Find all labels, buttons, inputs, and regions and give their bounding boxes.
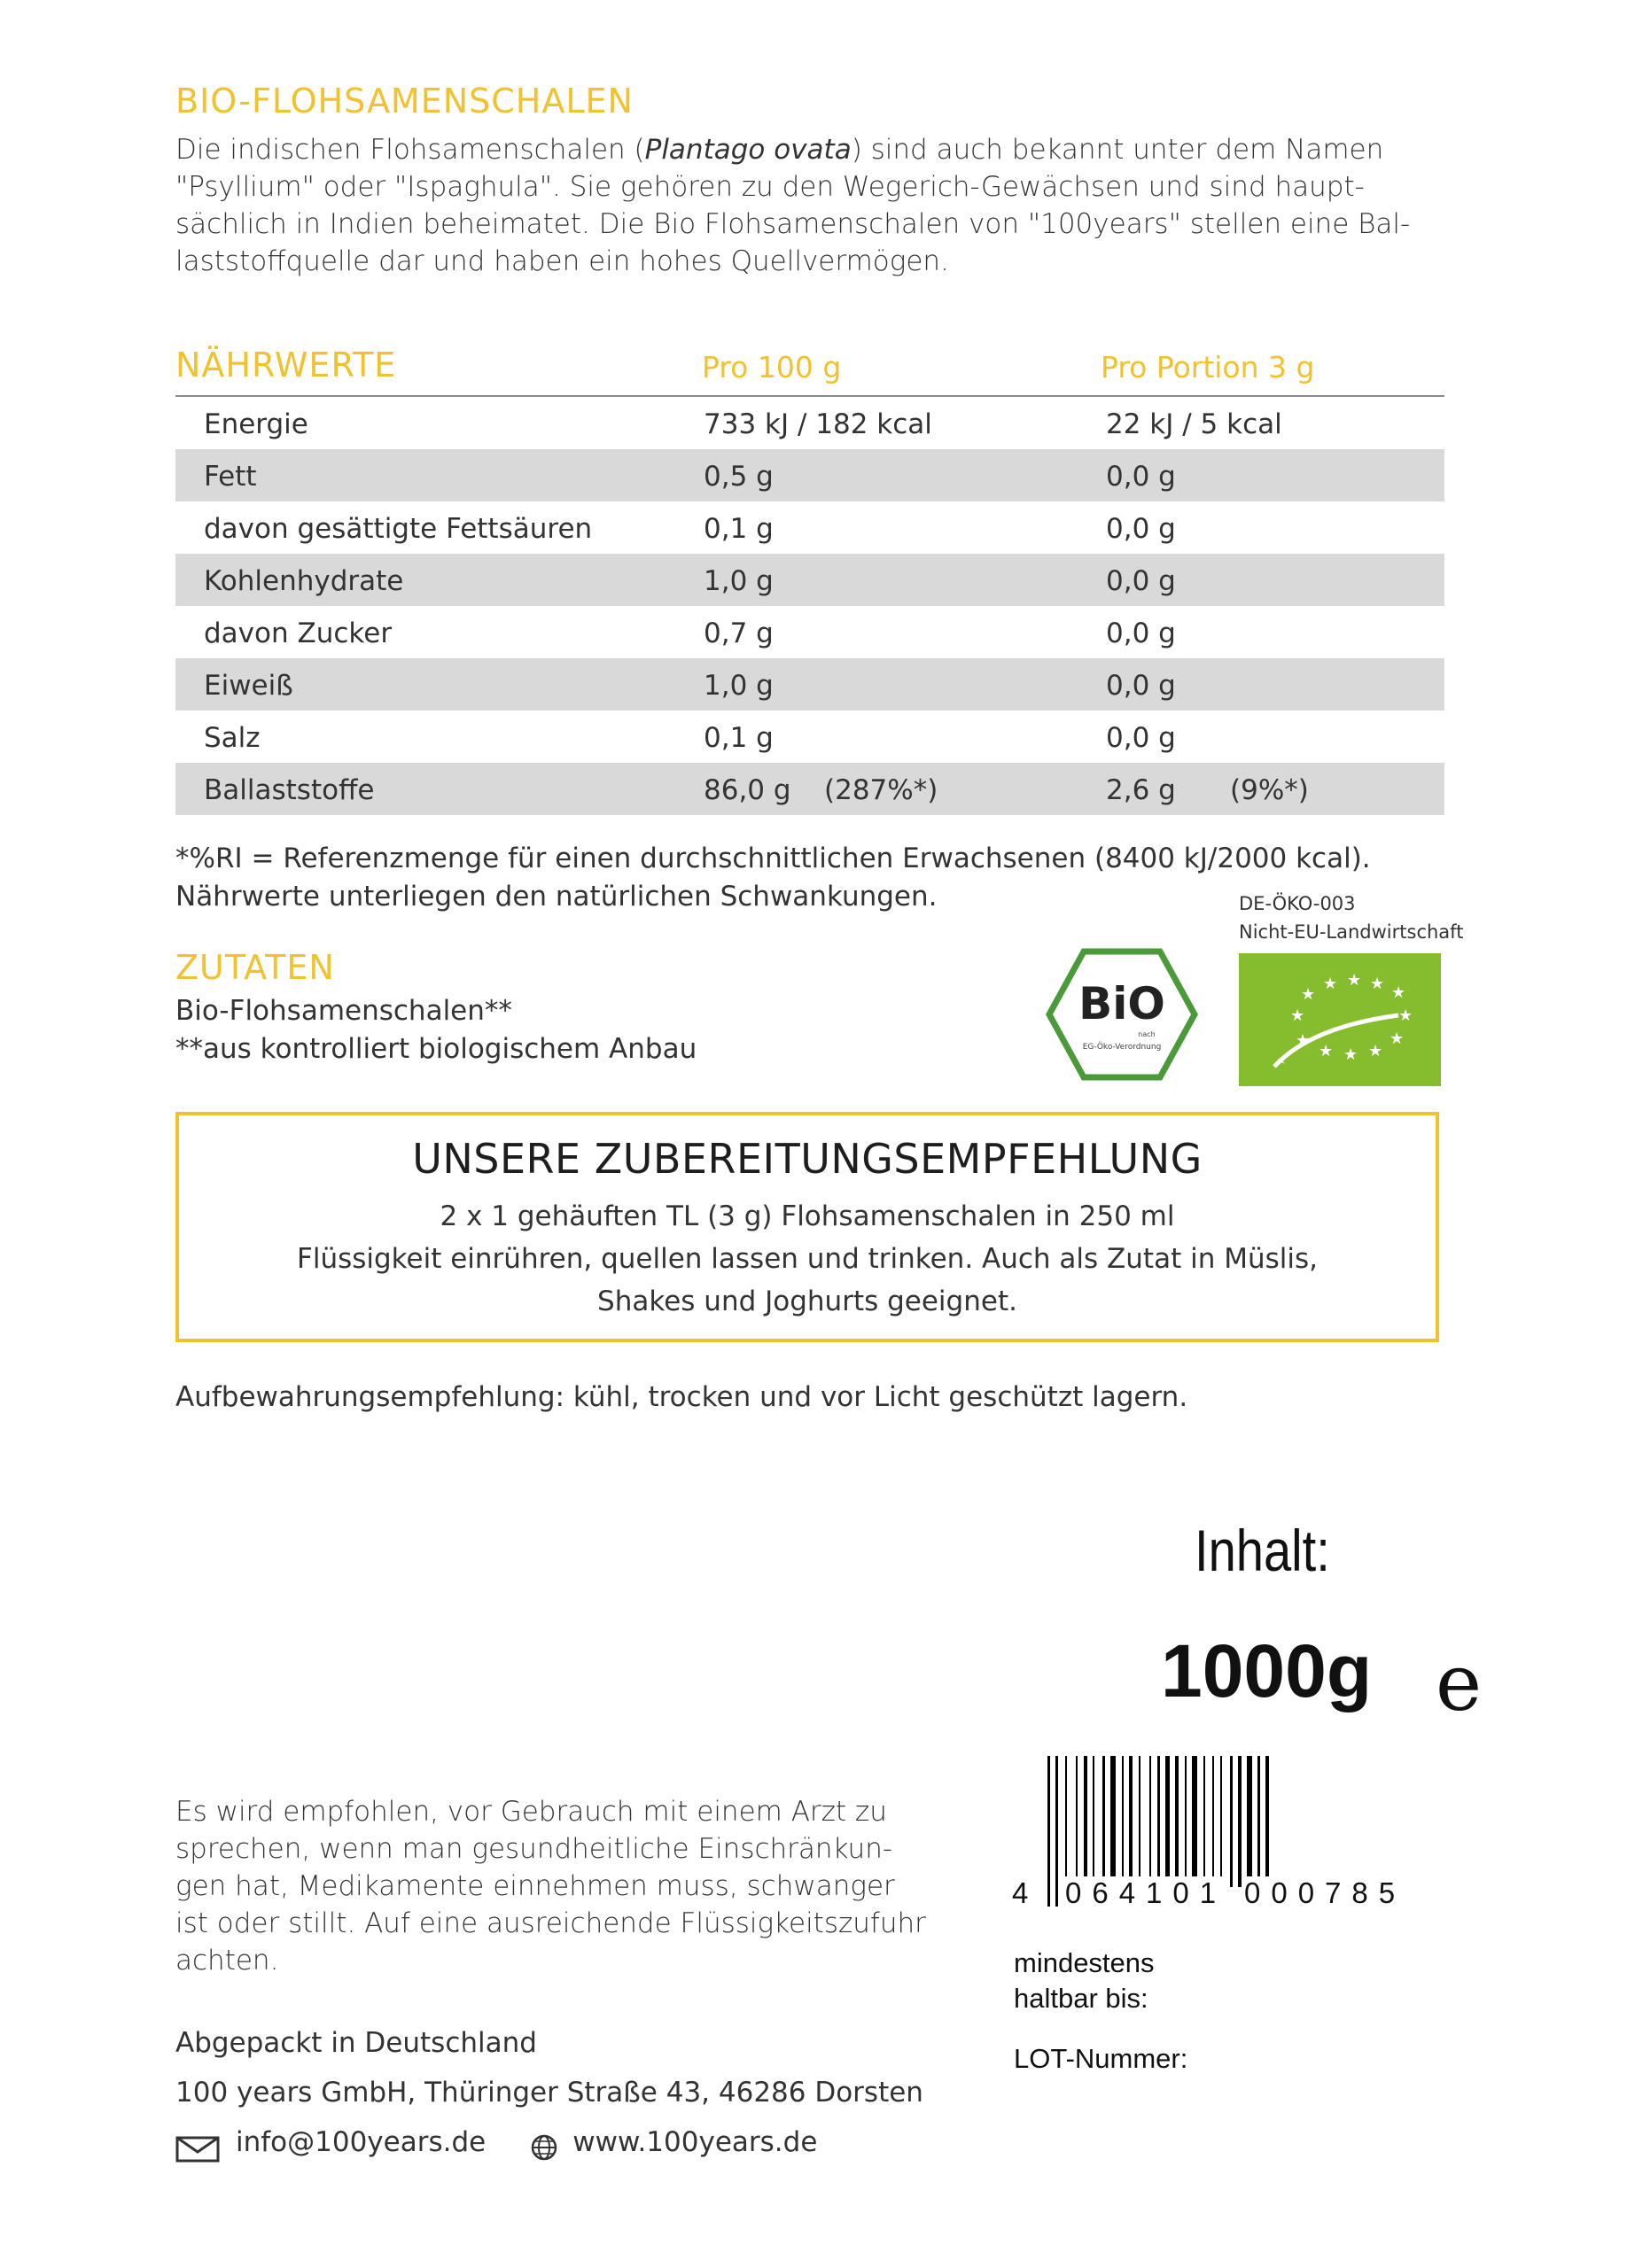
- nutrient-name: davon Zucker: [204, 617, 393, 649]
- svg-text:EG-Öko-Verordnung: EG-Öko-Verordnung: [1082, 1043, 1162, 1052]
- content-amount: 1000g: [1161, 1629, 1373, 1713]
- value-per-100g: 0,7 g: [704, 617, 774, 649]
- svg-text:★: ★: [1296, 1031, 1311, 1050]
- nutrition-header: [175, 338, 1444, 397]
- ingredients-title: ZUTATEN: [175, 948, 335, 987]
- lot-number: LOT-Nummer:: [1014, 2043, 1188, 2074]
- nutrition-footnote: *%RI = Referenzmenge für einen durchschnittlichen Erwachsenen (8400 kJ/2000 kcal). Nährwerte unterliegen den natürlichen Schwankungen.: [175, 843, 1371, 913]
- nutrition-row: [175, 449, 1444, 501]
- contact-row: [175, 2117, 923, 2167]
- svg-text:nach: nach: [1138, 1030, 1156, 1038]
- description-line: Die indischen Flohsamenschalen (Plantago ovata) sind auch bekannt unter dem Namen: [175, 134, 1384, 166]
- ri-per-portion: (9%*): [1230, 774, 1309, 806]
- description-line: "Psyllium" oder "Ispaghula". Sie gehören zu den Wegerich-Gewächsen und sind haupt-: [175, 171, 1365, 203]
- barcode-digit-first: 4: [1012, 1876, 1029, 1909]
- nutrition-row: [175, 711, 1444, 763]
- value-per-100g: 1,0 g: [704, 565, 774, 597]
- eu-organic-leaf-icon: [1239, 953, 1441, 1086]
- content-label: Inhalt:: [1195, 1518, 1330, 1583]
- svg-text:★: ★: [1370, 975, 1385, 993]
- svg-text:★: ★: [1323, 975, 1338, 993]
- nutrient-name: Fett: [204, 461, 257, 493]
- column-header-100g: Pro 100 g: [702, 350, 842, 384]
- barcode-digits-left: 064101: [1065, 1876, 1227, 1909]
- value-per-portion: 0,0 g: [1106, 565, 1176, 597]
- storage-note: Aufbewahrungsempfehlung: kühl, trocken und vor Licht geschützt lagern.: [175, 1381, 1188, 1413]
- svg-text:★: ★: [1301, 985, 1316, 1004]
- nutrition-row: [175, 763, 1444, 815]
- ingredients-list: Bio-Flohsamenschalen** **aus kontrolliert biologischem Anbau: [175, 995, 697, 1065]
- eco-control-code: DE-ÖKO-003: [1239, 893, 1356, 914]
- best-before: mindestens haltbar bis:: [1014, 1947, 1155, 2014]
- svg-text:★: ★: [1347, 971, 1362, 990]
- value-per-portion: 0,0 g: [1106, 617, 1176, 649]
- ri-per-100g: (287%*): [824, 774, 938, 806]
- recipe-title: UNSERE ZUBEREITUNGSEMPFEHLUNG: [412, 1135, 1203, 1183]
- svg-text:★: ★: [1391, 983, 1406, 1002]
- svg-text:BiO: BiO: [1078, 978, 1165, 1029]
- svg-text:★: ★: [1368, 1042, 1383, 1060]
- recipe-text: 2 x 1 gehäuften TL (3 g) Flohsamenschalen in 250 ml Flüssigkeit einrühren, quellen lassen und trinken. Auch als Zutat in Müslis, Shakes und Joghurts geeignet.: [297, 1200, 1318, 1317]
- value-per-100g: 1,0 g: [704, 670, 774, 702]
- value-per-100g: 733 kJ / 182 kcal: [704, 408, 932, 440]
- estimated-sign-icon: e: [1436, 1637, 1483, 1728]
- nutrition-row: [175, 554, 1444, 606]
- svg-text:★: ★: [1343, 1045, 1358, 1064]
- nutrient-name: davon gesättigte Fettsäuren: [204, 513, 593, 545]
- nutrient-name: Salz: [204, 722, 261, 754]
- description-line: sächlich in Indien beheimatet. Die Bio Flohsamenschalen von "100years" stellen eine Bal-: [175, 208, 1411, 240]
- value-per-portion: 22 kJ / 5 kcal: [1106, 408, 1282, 440]
- barcode-digits-right: 000785: [1244, 1876, 1406, 1909]
- nutrition-table: [175, 338, 1444, 815]
- svg-text:★: ★: [1390, 1029, 1405, 1048]
- value-per-portion: 0,0 g: [1106, 722, 1176, 754]
- company-address: 100 years GmbH, Thüringer Straße 43, 46286 Dorsten: [175, 2077, 923, 2109]
- product-description: [175, 131, 1444, 280]
- health-warning: Es wird empfohlen, vor Gebrauch mit einem Arzt zu sprechen, wenn man gesundheitliche Einschränkun- gen hat, Medikamente einnehmen muss, schwanger ist oder stillt. Auf eine ausreichende Flüssigkeitszufuhr achten.: [175, 1796, 926, 1977]
- website-link[interactable]: www.100years.de: [572, 2126, 818, 2158]
- value-per-100g: 0,1 g: [704, 513, 774, 545]
- certification-text: [1239, 889, 1463, 946]
- nutrition-row: [175, 397, 1444, 449]
- globe-icon: [530, 2128, 558, 2156]
- nutrition-title: NÄHRWERTE: [175, 346, 397, 384]
- value-per-portion: 0,0 g: [1106, 670, 1176, 702]
- nutrient-name: Eiweiß: [204, 670, 293, 702]
- product-title: BIO-FLOHSAMENSCHALEN: [175, 82, 634, 120]
- nutrient-name: Ballaststoffe: [204, 774, 375, 806]
- nutrition-row: [175, 606, 1444, 658]
- packed-in: Abgepackt in Deutschland: [175, 2027, 537, 2059]
- value-per-100g: 86,0 g: [704, 774, 791, 806]
- nutrition-row: [175, 501, 1444, 554]
- nutrient-name: Kohlenhydrate: [204, 565, 404, 597]
- latin-name: Plantago ovata: [644, 134, 852, 166]
- svg-text:★: ★: [1290, 1006, 1305, 1025]
- origin-label: Nicht-EU-Landwirtschaft: [1239, 921, 1464, 943]
- recipe-box: [175, 1112, 1439, 1342]
- description-line: laststoffquelle dar und haben ein hohes Quellvermögen.: [175, 245, 949, 277]
- ingredients-section: [175, 948, 697, 1068]
- column-header-portion: Pro Portion 3 g: [1101, 350, 1315, 384]
- product-section: [175, 82, 1444, 280]
- mail-icon: [175, 2129, 220, 2155]
- barcode: [1012, 1756, 1420, 1924]
- value-per-portion: 2,6 g: [1106, 774, 1176, 806]
- svg-text:★: ★: [1398, 1006, 1413, 1025]
- bio-seal-icon: [1046, 948, 1198, 1081]
- value-per-portion: 0,0 g: [1106, 513, 1176, 545]
- nutrient-name: Energie: [204, 408, 308, 440]
- value-per-100g: 0,1 g: [704, 722, 774, 754]
- value-per-100g: 0,5 g: [704, 461, 774, 493]
- svg-text:★: ★: [1319, 1042, 1334, 1060]
- nutrition-rows: [175, 397, 1444, 815]
- nutrition-row: [175, 658, 1444, 711]
- email-link[interactable]: info@100years.de: [236, 2126, 487, 2158]
- company-info: [175, 2018, 923, 2167]
- value-per-portion: 0,0 g: [1106, 461, 1176, 493]
